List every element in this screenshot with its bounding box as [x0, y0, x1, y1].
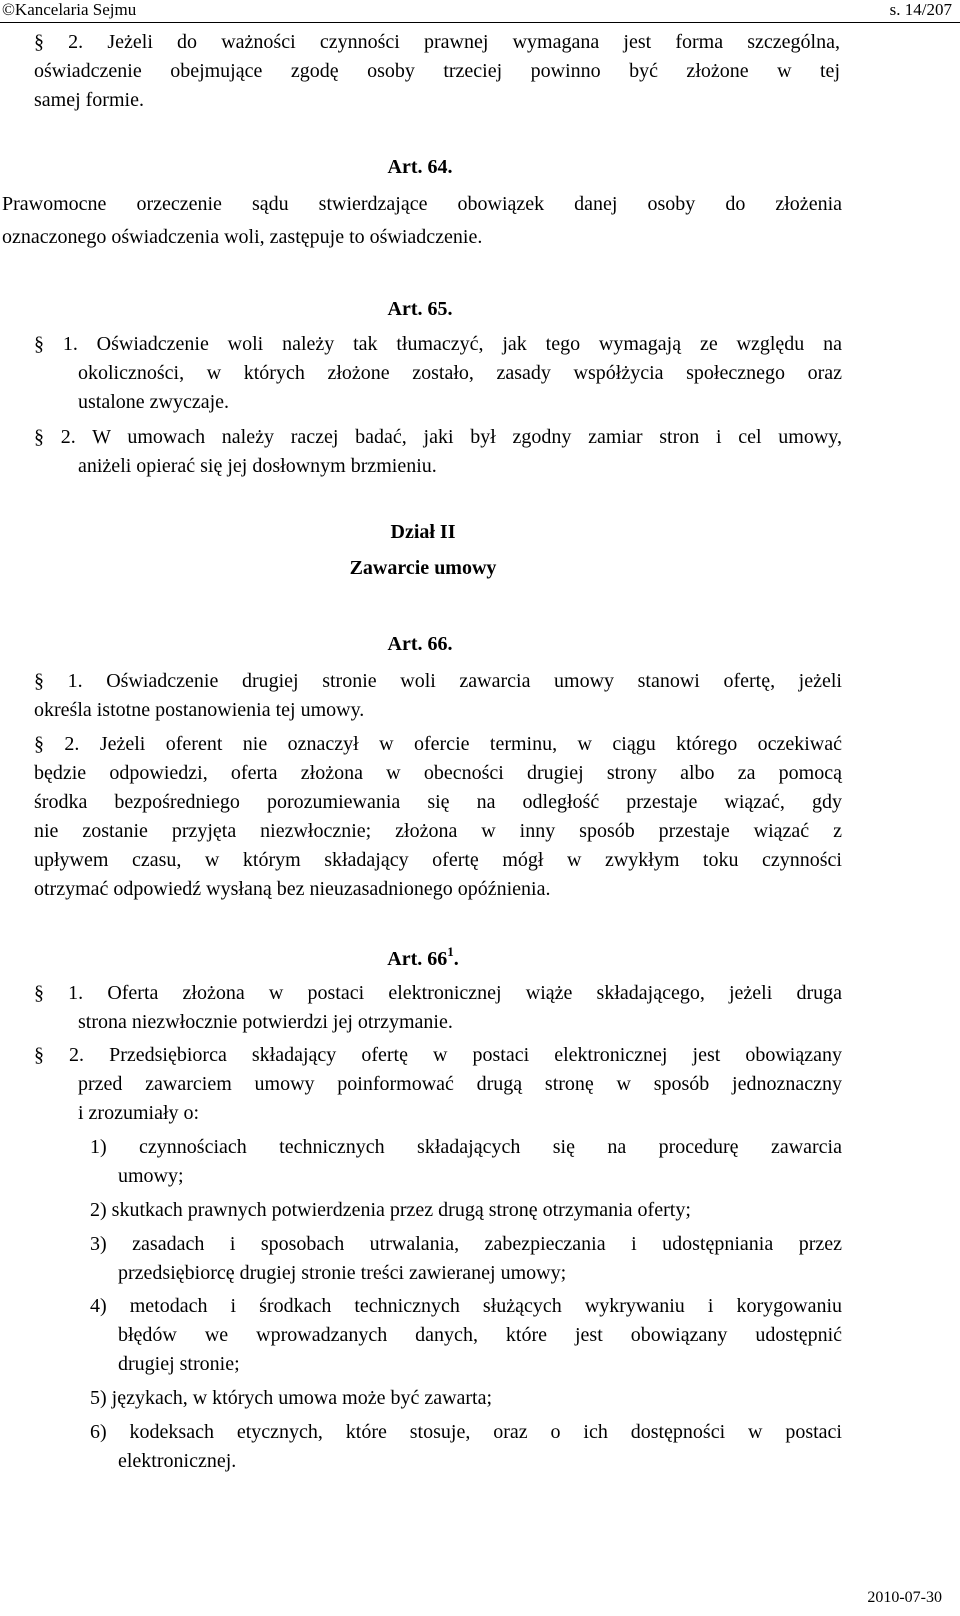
text-line: Prawomocne orzeczenie sądu stwierdzające obowiązek danej osoby do złożenia: [2, 193, 842, 215]
text-line: upływem czasu, w którym składający ofertę mógł w zwykłym toku czynności: [34, 849, 842, 871]
text-line: i zrozumiały o:: [78, 1102, 200, 1124]
text-line: § 2. Jeżeli do ważności czynności prawnej wymagana jest forma szczególna,: [34, 31, 840, 53]
article-title-end: .: [453, 948, 459, 970]
header-page-number: s. 14/207: [889, 0, 952, 19]
text-line: § 2. Jeżeli oferent nie oznaczył w ofercie terminu, w ciągu którego oczekiwać: [34, 733, 842, 755]
text-line: § 1. Oświadczenie woli należy tak tłumaczyć, jak tego wymagają ze względu na: [34, 333, 842, 355]
text-line: 2) skutkach prawnych potwierdzenia przez drugą stronę otrzymania oferty;: [90, 1199, 691, 1221]
text-line: § 1. Oferta złożona w postaci elektronicznej wiąże składającego, jeżeli druga: [34, 982, 842, 1004]
text-line: będzie odpowiedzi, oferta złożona w obecności drugiej strony albo za pomocą: [34, 762, 842, 784]
article-title: Art. 64.: [387, 156, 453, 178]
text-line: ustalone zwyczaje.: [78, 391, 230, 413]
text-line: umowy;: [118, 1165, 184, 1187]
text-line: 1) czynnościach technicznych składających się na procedurę zawarcia: [90, 1136, 842, 1158]
text-line: drugiej stronie;: [118, 1353, 240, 1375]
text-line: 3) zasadach i sposobach utrwalania, zabezpieczania i udostępniania przez: [90, 1233, 842, 1255]
article-title: Art. 66.: [387, 633, 453, 655]
text-line: środka bezpośredniego porozumiewania się na odległość przestaje wiązać, gdy: [34, 791, 842, 813]
text-line: nie zostanie przyjęta niezwłocznie; złożona w inny sposób przestaje wiązać z: [34, 820, 842, 842]
text-line: okoliczności, w których złożone zostało, zasady współżycia społecznego oraz: [78, 362, 842, 384]
text-line: oznaczonego oświadczenia woli, zastępuje to oświadczenie.: [2, 226, 483, 248]
text-line: § 1. Oświadczenie drugiej stronie woli zawarcia umowy stanowi ofertę, jeżeli: [34, 670, 842, 692]
article-title: Art. 65.: [387, 298, 453, 320]
article-title: [0, 944, 846, 971]
text-line: aniżeli opierać się jej dosłownym brzmieniu.: [78, 455, 437, 477]
text-line: otrzymać odpowiedź wysłaną bez nieuzasadnionego opóźnienia.: [34, 878, 551, 900]
text-line: 6) kodeksach etycznych, które stosuje, oraz o ich dostępności w postaci: [90, 1421, 842, 1443]
text-line: błędów we wprowadzanych danych, które jest obowiązany udostępnić: [118, 1324, 842, 1346]
text-line: przedsiębiorcę drugiej stronie treści zawieranej umowy;: [118, 1262, 567, 1284]
text-line: określa istotne postanowienia tej umowy.: [34, 699, 365, 721]
header-source: ©Kancelaria Sejmu: [2, 0, 137, 19]
text-line: strona niezwłocznie potwierdzi jej otrzymanie.: [78, 1011, 453, 1033]
text-line: 4) metodach i środkach technicznych służących wykrywaniu i korygowaniu: [90, 1295, 842, 1317]
text-line: samej formie.: [34, 89, 144, 111]
division-title: Zawarcie umowy: [349, 557, 497, 579]
text-line: oświadczenie obejmujące zgodę osoby trzeciej powinno być złożone w tej: [34, 60, 840, 82]
text-line: § 2. W umowach należy raczej badać, jaki był zgodny zamiar stron i cel umowy,: [34, 426, 842, 448]
article-title-superscript: 1: [447, 944, 454, 959]
text-line: przed zawarciem umowy poinformować drugą stronę w sposób jednoznaczny: [78, 1073, 842, 1095]
text-line: 5) językach, w których umowa może być zawarta;: [90, 1387, 493, 1409]
division-number: Dział II: [390, 521, 456, 543]
header-divider: [0, 22, 960, 23]
article-title-main: Art. 66: [387, 948, 448, 970]
footer-date: 2010-07-30: [867, 1589, 942, 1606]
text-line: elektronicznej.: [118, 1450, 237, 1472]
text-line: § 2. Przedsiębiorca składający ofertę w postaci elektronicznej jest obowiązany: [34, 1044, 842, 1066]
